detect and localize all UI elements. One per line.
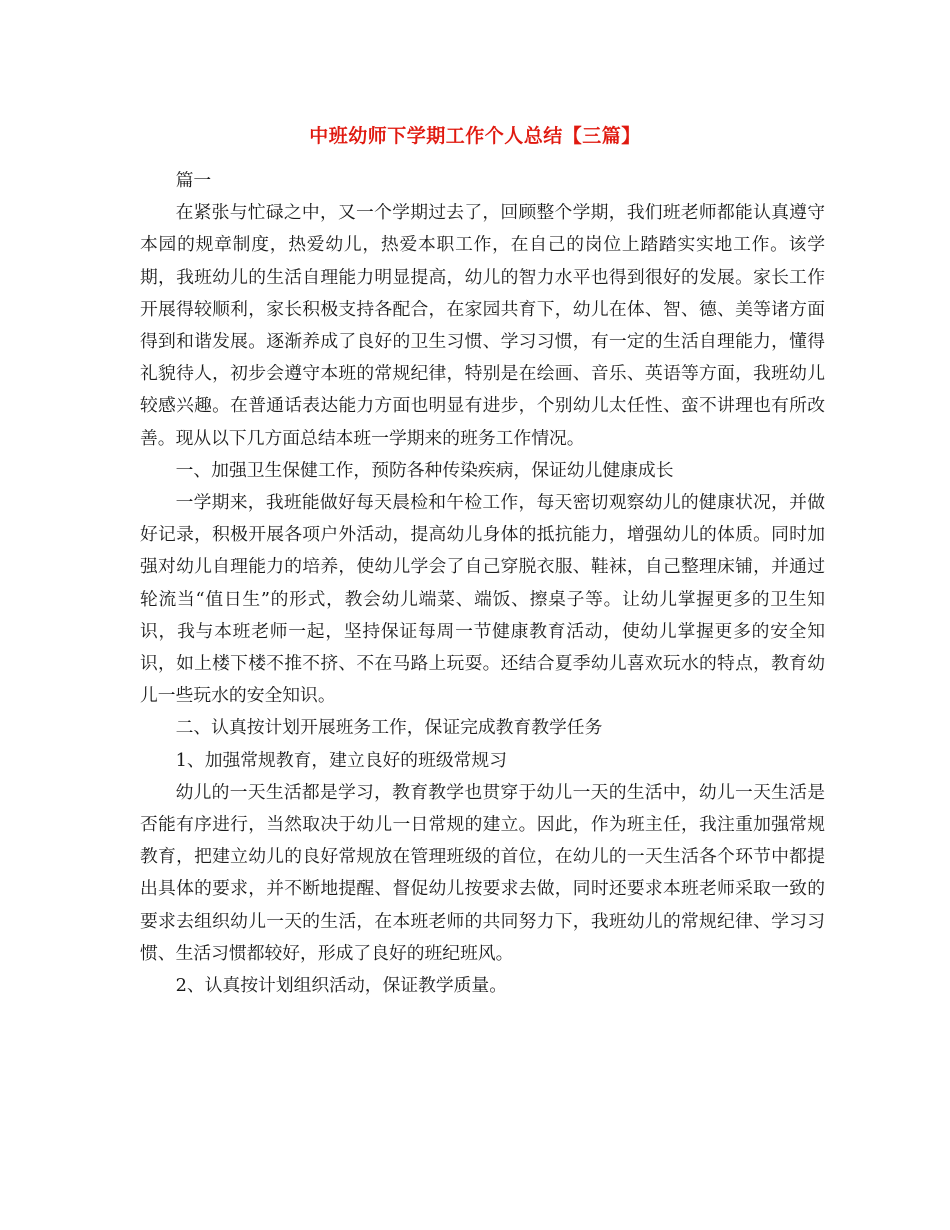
section-heading-classwork: 二、认真按计划开展班务工作，保证完成教育教学任务 bbox=[175, 717, 603, 739]
subheading-routine: 1、加强常规教育，建立良好的班级常规习 bbox=[175, 749, 507, 771]
routine-paragraph: 幼儿的一天生活都是学习，教育教学也贯穿于幼儿一天的生活中，幼儿一天生活是否能有序进行，当然取决于幼儿一日常规的建立。因此，作为班主任，我注重加强常规教育，把建立幼儿的良好常规放在管理班级的首位，在幼儿的一天生活各个环节中都提出具体的要求，并不断地提醒、督促幼儿按要求去做，同时还要求本班老师采取一致的要求去组织幼儿一天的生活，在本班老师的共同努力下，我班幼儿的常规纪律、学习习惯、生活习惯都较好，形成了良好的班纪班风。 bbox=[140, 781, 825, 964]
document-title: 中班幼师下学期工作个人总结【三篇】 bbox=[309, 125, 641, 147]
intro-paragraph: 在紧张与忙碌之中，又一个学期过去了，回顾整个学期，我们班老师都能认真遵守本园的规章制度，热爱幼儿，热爱本职工作，在自己的岗位上踏踏实实地工作。该学期，我班幼儿的生活自理能力明显提高，幼儿的智力水平也得到很好的发展。家长工作开展得较顺利，家长积极支持各配合，在家园共育下，幼儿在体、智、德、美等诸方面得到和谐发展。逐渐养成了良好的卫生习惯、学习习惯，有一定的生活自理能力，懂得礼貌待人，初步会遵守本班的常规纪律，特别是在绘画、音乐、英语等方面，我班幼儿较感兴趣。在普通话表达能力方面也明显有进步，个别幼儿太任性、蛮不讲理也有所改善。现从以下几方面总结本班一学期来的班务工作情况。 bbox=[140, 202, 825, 449]
document-body bbox=[140, 165, 825, 1002]
health-paragraph: 一学期来，我班能做好每天晨检和午检工作，每天密切观察幼儿的健康状况，并做好记录，积极开展各项户外活动，提高幼儿身体的抵抗能力，增强幼儿的体质。同时加强对幼儿自理能力的培养，使幼儿学会了自己穿脱衣服、鞋袜，自己整理床铺，并通过轮流当“值日生”的形式，教会幼儿端菜、端饭、擦桌子等。让幼儿掌握更多的卫生知识，我与本班老师一起，坚持保证每周一节健康教育活动，使幼儿掌握更多的安全知识，如上楼下楼不推不挤、不在马路上玩耍。还结合夏季幼儿喜欢玩水的特点，教育幼儿一些玩水的安全知识。 bbox=[140, 492, 825, 707]
subheading-activities: 2、认真按计划组织活动，保证教学质量。 bbox=[175, 975, 507, 997]
section-heading-health: 一、加强卫生保健工作，预防各种传染疾病，保证幼儿健康成长 bbox=[175, 459, 674, 481]
section-label: 篇一 bbox=[175, 170, 212, 191]
